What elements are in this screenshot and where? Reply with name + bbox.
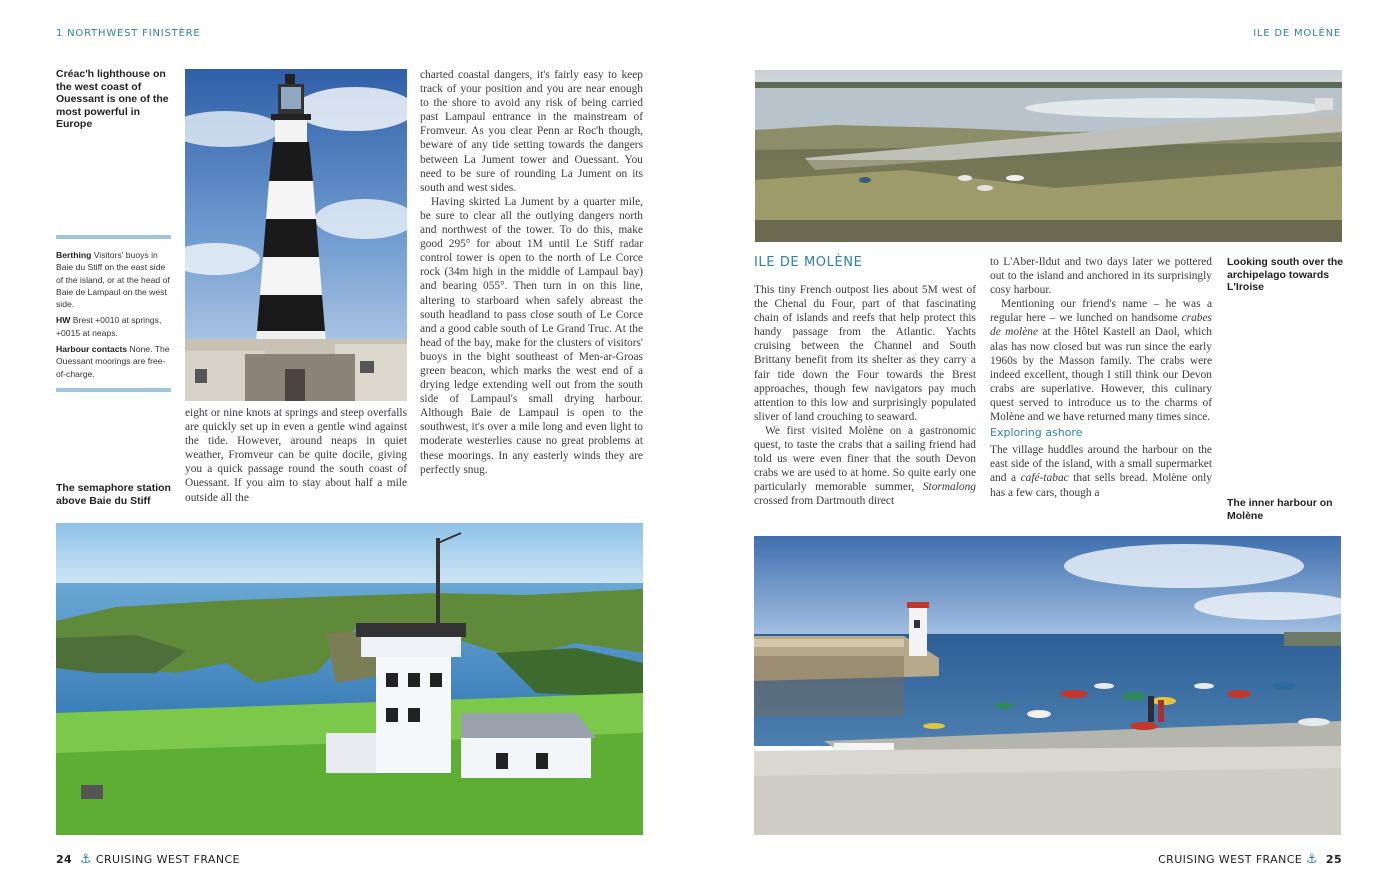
right-col1-p2-text-b: crossed from Dartmouth direct bbox=[754, 495, 895, 508]
running-header-right: ILE DE MOLÈNE bbox=[1253, 28, 1341, 39]
right-col2-p3-text-a: The village huddles around the harbour on the east side of the island, with a small supermarket and a bbox=[990, 444, 1212, 485]
right-col2-paragraph-3 bbox=[990, 443, 1212, 499]
right-col2-p2-text-a: Mentioning our friend's name – he was a regular here – we lunched on handsome bbox=[990, 298, 1212, 325]
right-col1-p2-text-a: We first visited Molène on a gastronomic quest, to taste the crabs that a sailing friend had told us were even finer that the south Devon crabs we are used to at home. So quite early one particularly memorable summer, bbox=[754, 424, 976, 494]
page-number-right: 25 bbox=[1325, 853, 1342, 866]
archipelago-photo bbox=[755, 70, 1342, 242]
info-box-bottom-rule bbox=[56, 388, 171, 392]
footer-right bbox=[1158, 852, 1342, 867]
right-col1-paragraph-2 bbox=[754, 424, 976, 509]
harbour-contacts-info bbox=[56, 343, 174, 380]
hw-info bbox=[56, 314, 174, 339]
right-col2-paragraph-1: to L'Aber-Ildut and two days later we pottered out to the island and anchored in its surprisingly cosy harbour. bbox=[990, 256, 1212, 297]
left-column-1-text bbox=[185, 406, 407, 505]
right-col2-p2-text-b: at the Hôtel Kastell an Daol, which alas has now closed but was run since the early 1960s by the Masson family. The crabs were indeed excellent, though I still think our Devon crabs are superlative. However, this culinary quest served to introduce us to the charms of Molène and we have returned many times since. bbox=[990, 326, 1212, 424]
section-heading: ILE DE MOLÈNE bbox=[754, 255, 863, 270]
semaphore-caption: The semaphore station above Baie du Stiff bbox=[56, 482, 171, 507]
subheading: Exploring ashore bbox=[990, 426, 1083, 440]
inner-harbour-caption: The inner harbour on Molène bbox=[1227, 497, 1333, 522]
berthing-label: Berthing bbox=[56, 250, 92, 260]
right-col1-paragraph-1: This tiny French outpost lies about 5M west of the Chenal du Four, part of that fascinating chain of islands and reefs that help protect this handy passage from the Atlantic. Yachts cruising between the Channel and South Brittany benefit from its shelter as they carry a fair tide down the Four towards the Brest approaches, though few navigators pay much attention to this low and surprisingly populated sliver of land crouching to seaward. bbox=[754, 284, 976, 423]
anchor-icon: ⚓ bbox=[1306, 852, 1319, 867]
berthing-info bbox=[56, 249, 174, 310]
harbour-contacts-label: Harbour contacts bbox=[56, 344, 128, 355]
left-col2-paragraph-2: Having skirted La Jument by a quarter mile, be sure to clear all the outlying dangers north and northwest of the tower. To do this, make good 295° for about 1M until Le Stiff radar control tower is open to the north of Le Corce rock (34m high in the middle of Lampaul bay) and bearing 055°. Then turn in on this line, altering to starboard when safely abreast the south headland to pass close south of Le Corce and a good cable south of Le Grand Truc. At the head of the bay, make for the clusters of visitors' buoys in the bight southeast of Men-ar-Groas green beacon, which marks the west end of a drying ledge extending well out from the south side of Lampaul's small drying harbour. Although Baie de Lampaul is open to the southwest, it's over a mile long and even light to moderate westerlies cause no great problems at these moorings. In any easterly winds they are perfectly snug. bbox=[420, 195, 643, 476]
harbour-contacts-text: None. The Ouessant moorings are free-of-charge. bbox=[56, 344, 170, 379]
page-number-left: 24 bbox=[56, 853, 73, 866]
hw-text: Brest +0010 at springs, +0015 at neaps. bbox=[56, 315, 162, 338]
left-col2-paragraph-1: charted coastal dangers, it's fairly easy to keep track of your position and you are near enough to the shore to avoid any risk of being carried past Lampaul entrance in the mainstream of Fromveur. As you clear Penn ar Roc'h though, beware of any tide setting towards the dangers between La Jument tower and Ouessant. You need to be sure of rounding La Jument on its south and west sides. bbox=[420, 69, 643, 194]
berthing-text: Visitors' buoys in Baie du Stiff on the east side of the island, or at the head of Baie de Lampaul on the west side. bbox=[56, 250, 170, 310]
anchor-icon: ⚓ bbox=[79, 852, 92, 867]
right-col2-p3-text-b: that sells bread. Molène only has a few cars, though a bbox=[990, 472, 1212, 499]
yacht-name: Stormalong bbox=[922, 481, 976, 494]
info-box bbox=[56, 235, 174, 392]
right-column-1-text bbox=[754, 283, 976, 509]
left-col1-paragraph: eight or nine knots at springs and steep overfalls are quickly set up in even a gentle wind against the tide. However, around neaps in quiet weather, Fromveur can be quite docile, giving you a quick passage round the south coast of Ouessant. If you aim to stay about half a mile outside all the bbox=[185, 407, 407, 504]
lighthouse-photo bbox=[185, 69, 407, 401]
right-col2-paragraph-2 bbox=[990, 297, 1212, 424]
right-column-2-text bbox=[990, 255, 1212, 500]
book-title-right: CRUISING WEST FRANCE bbox=[1158, 853, 1303, 866]
book-title-left: CRUISING WEST FRANCE bbox=[95, 853, 240, 866]
archipelago-caption: Looking south over the archipelago towards L'Iroise bbox=[1227, 256, 1344, 294]
lighthouse-caption: Créac'h lighthouse on the west coast of Ouessant is one of the most powerful in Europe bbox=[56, 68, 169, 131]
hw-label: HW bbox=[56, 315, 71, 326]
left-column-2-text bbox=[420, 68, 643, 477]
inner-harbour-photo bbox=[754, 536, 1341, 835]
dish-name: crabes de molène bbox=[990, 312, 1212, 339]
shop-name: café-tabac bbox=[1020, 472, 1069, 485]
running-header-left: 1 NORTHWEST FINISTÈRE bbox=[56, 28, 201, 39]
semaphore-photo bbox=[56, 523, 643, 835]
footer-left bbox=[56, 852, 240, 867]
